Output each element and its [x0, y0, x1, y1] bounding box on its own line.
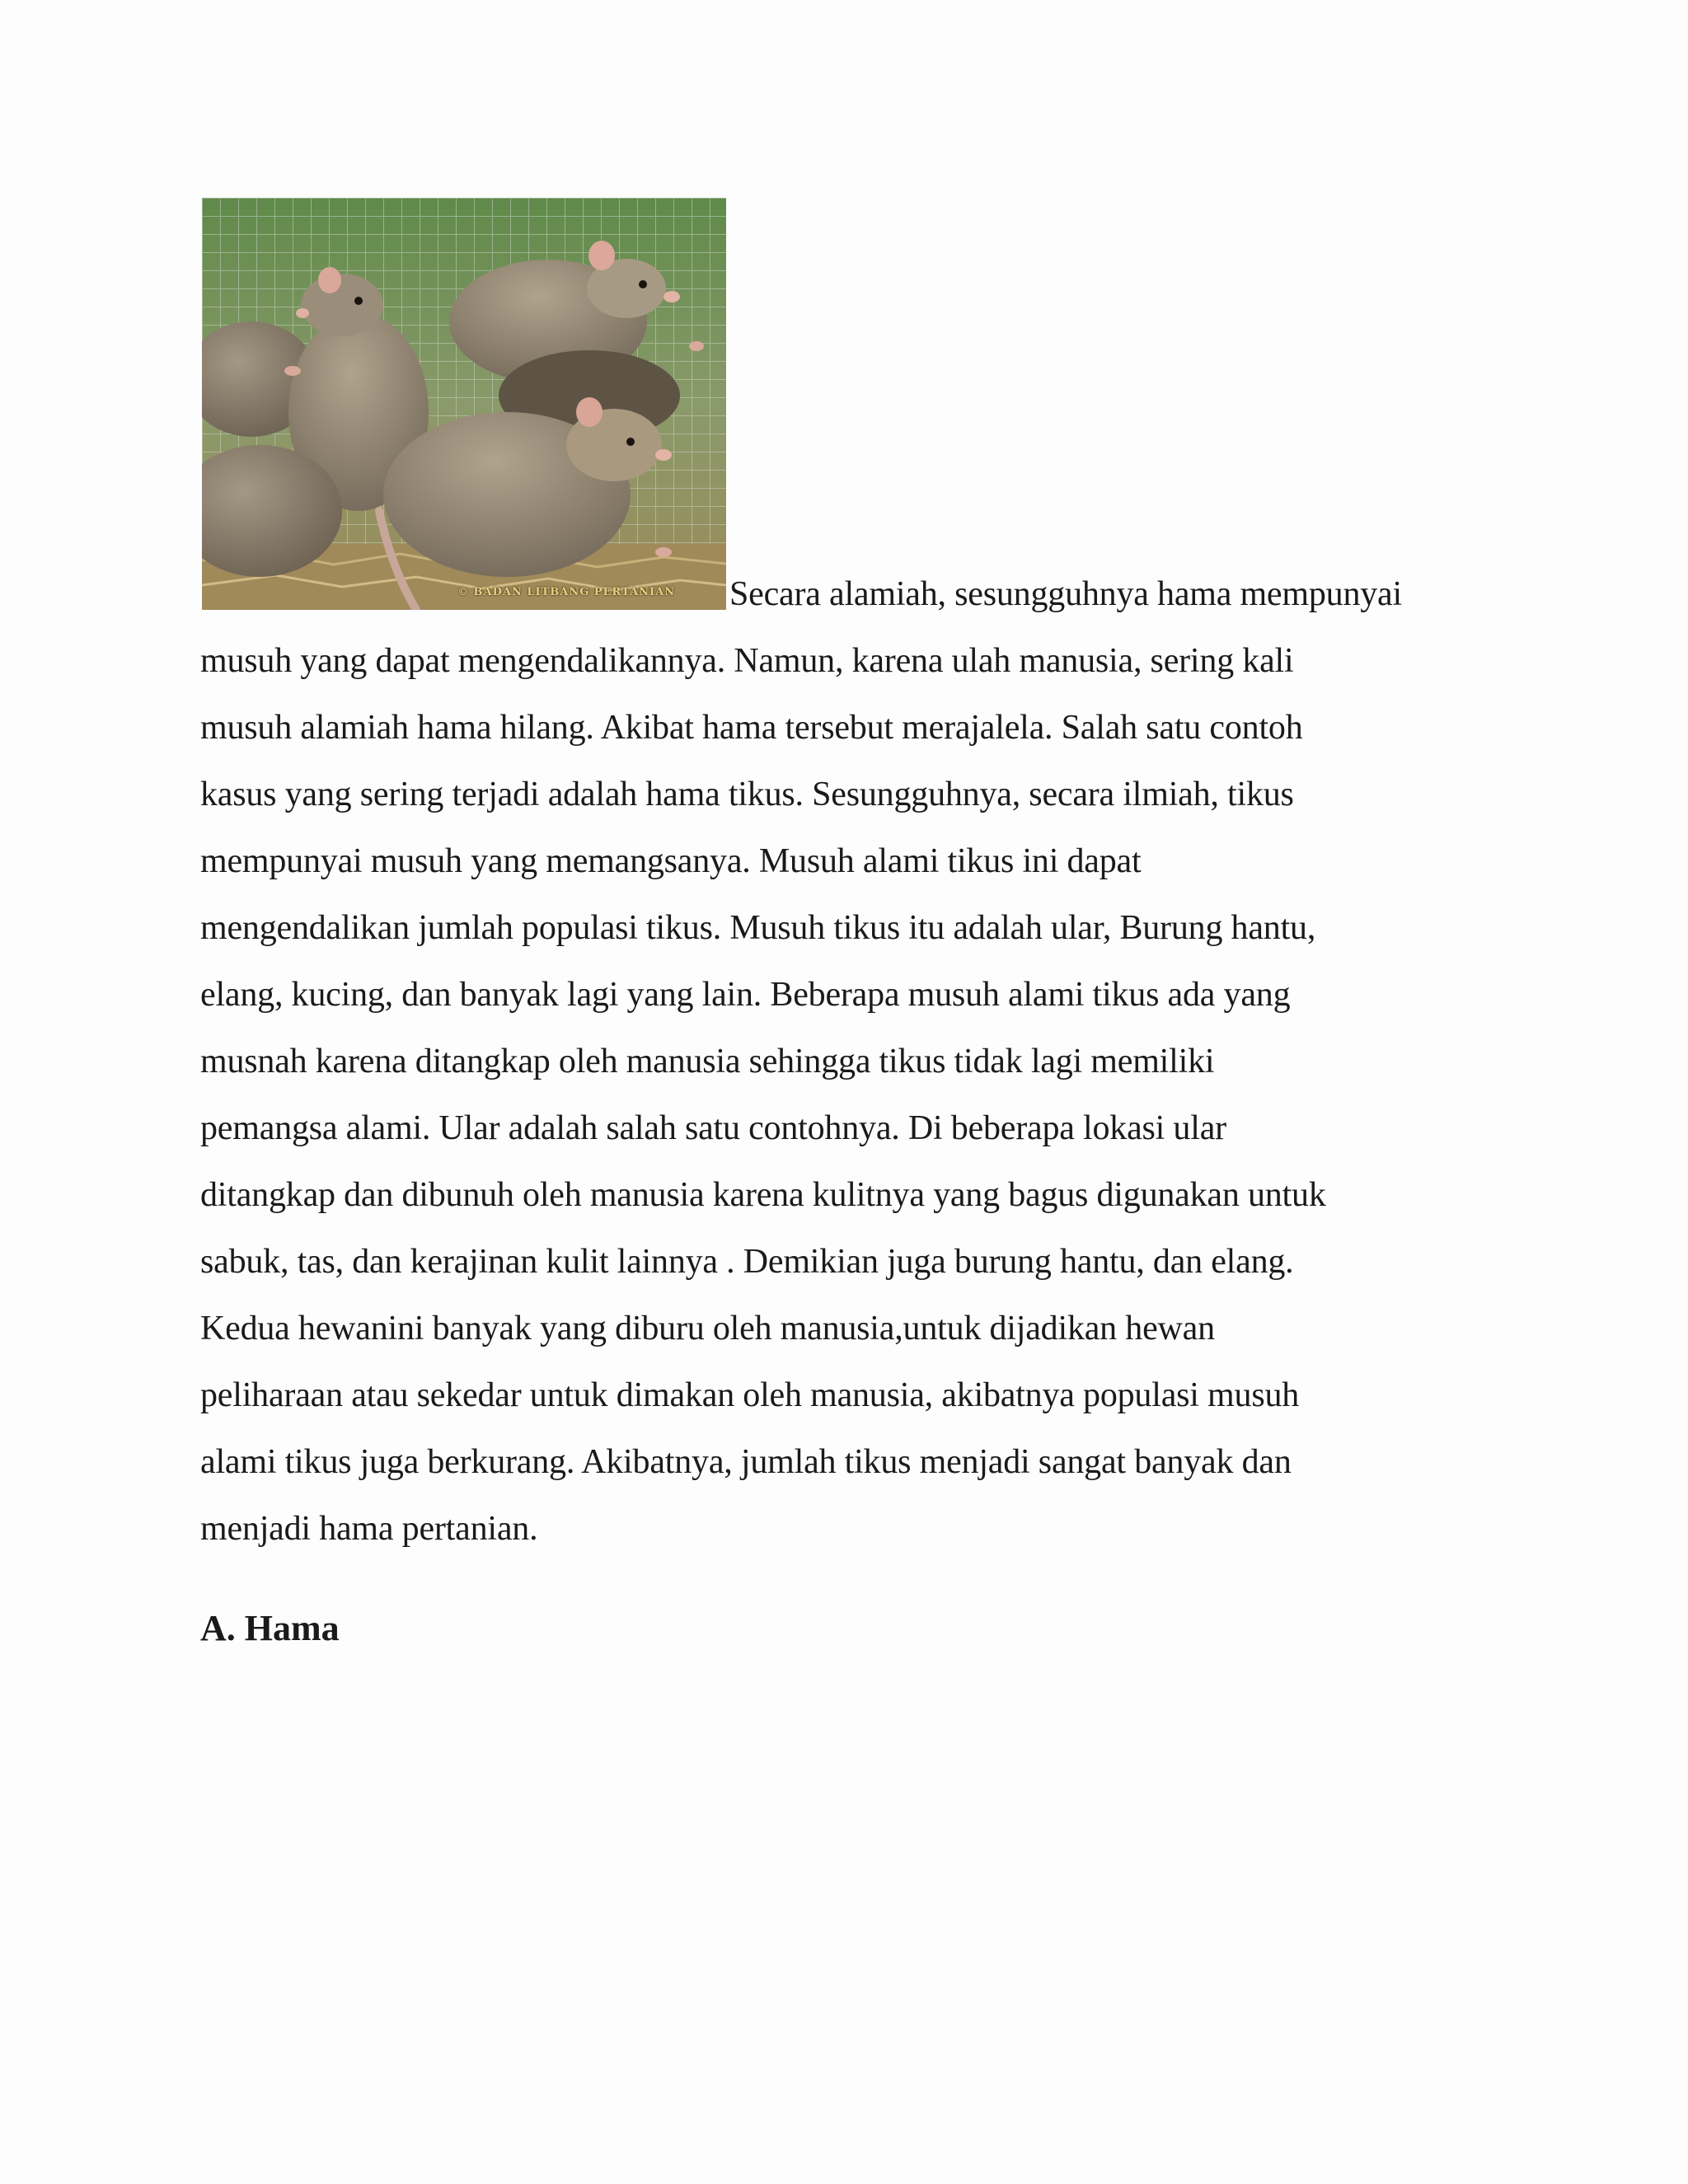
paragraph-line: kasus yang sering terjadi adalah hama tikus. Sesungguhnya, secara ilmiah, tikus [200, 776, 1294, 813]
paragraph-line: Secara alamiah, sesungguhnya hama mempunyai [729, 575, 1402, 613]
rats-illustration [202, 198, 726, 610]
paragraph-line: mengendalikan jumlah populasi tikus. Musuh tikus itu adalah ular, Burung hantu, [200, 909, 1316, 947]
paragraph-line: peliharaan atau sekedar untuk dimakan oleh manusia, akibatnya populasi musuh [200, 1376, 1300, 1414]
paragraph-line: pemangsa alami. Ular adalah salah satu contohnya. Di beberapa lokasi ular [200, 1109, 1226, 1147]
paragraph-line: musuh yang dapat mengendalikannya. Namun, karena ulah manusia, sering kali [200, 642, 1294, 680]
paragraph-line: alami tikus juga berkurang. Akibatnya, jumlah tikus menjadi sangat banyak dan [200, 1443, 1292, 1481]
rats-photo [202, 198, 726, 610]
paragraph-line: menjadi hama pertanian. [200, 1510, 538, 1548]
paragraph-line: sabuk, tas, dan kerajinan kulit lainnya . Demikian juga burung hantu, dan elang. [200, 1243, 1294, 1281]
paragraph-line: Kedua hewanini banyak yang diburu oleh manusia,untuk dijadikan hewan [200, 1310, 1215, 1347]
photo-watermark: © BADAN LITBANG PERTANIAN [457, 586, 676, 598]
paragraph-line: musnah karena ditangkap oleh manusia sehingga tikus tidak lagi memiliki [200, 1043, 1215, 1080]
paragraph-line: mempunyai musuh yang memangsanya. Musuh alami tikus ini dapat [200, 842, 1142, 880]
section-heading: A. Hama [200, 1608, 340, 1648]
paragraph-line: ditangkap dan dibunuh oleh manusia karena kulitnya yang bagus digunakan untuk [200, 1176, 1326, 1214]
paragraph-line: elang, kucing, dan banyak lagi yang lain. Beberapa musuh alami tikus ada yang [200, 976, 1291, 1014]
paragraph-line: musuh alamiah hama hilang. Akibat hama tersebut merajalela. Salah satu contoh [200, 709, 1303, 747]
